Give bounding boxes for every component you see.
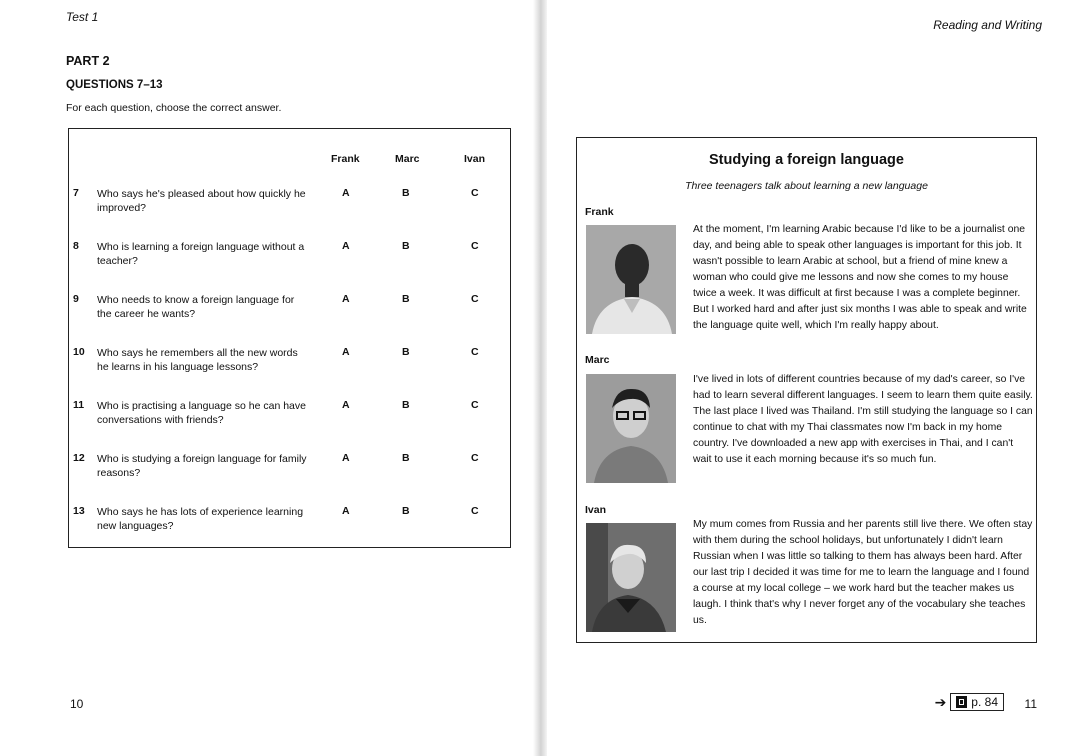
portrait-icon: [586, 225, 676, 334]
option-b[interactable]: B: [402, 452, 410, 464]
question-number: 12: [73, 452, 85, 464]
option-b[interactable]: B: [402, 187, 410, 199]
question-number: 10: [73, 346, 85, 358]
questions-heading: QUESTIONS 7–13: [66, 79, 163, 91]
question-row: [69, 452, 510, 500]
option-c[interactable]: C: [471, 346, 479, 358]
question-text: Who says he's pleased about how quickly he improved?: [97, 188, 306, 214]
arrow-right-icon: ➔: [934, 693, 947, 710]
question-number: 11: [73, 399, 85, 411]
option-b[interactable]: B: [402, 346, 410, 358]
running-head-right: Reading and Writing: [933, 18, 1042, 32]
option-a[interactable]: A: [342, 452, 350, 464]
option-a[interactable]: A: [342, 505, 350, 517]
question-row: [69, 346, 510, 394]
option-b[interactable]: B: [402, 240, 410, 252]
part-heading: PART 2: [66, 54, 110, 68]
marc-photo: [586, 374, 676, 483]
person-text-frank: At the moment, I'm learning Arabic because I'd like to be a journalist one day, and being able to speak other languages is important for this job. It wasn't possible to learn Arabic at school, but a friend of mine knew a woman who could give me lessons and now she comes to my house twice a week. It was difficult at first because I was a complete beginner. But I worked hard and after just six months I was able to speak and write the language quite well, which I'm really happy about.: [693, 224, 1027, 331]
person-name-marc: Marc: [585, 354, 610, 366]
ivan-photo: [586, 523, 676, 632]
book-icon: [956, 696, 967, 708]
option-c[interactable]: C: [471, 452, 479, 464]
page-number-left: 10: [70, 697, 84, 711]
option-a[interactable]: A: [342, 346, 350, 358]
question-text: Who is practising a language so he can have conversations with friends?: [97, 400, 306, 426]
column-header-ivan: Ivan: [464, 153, 486, 165]
option-b[interactable]: B: [402, 293, 410, 305]
left-page: [0, 0, 533, 756]
option-b[interactable]: B: [402, 505, 410, 517]
question-text: Who says he has lots of experience learning new languages?: [97, 506, 304, 532]
book-gutter: [533, 0, 547, 756]
column-header-frank: Frank: [331, 153, 360, 165]
reading-text-box: [576, 137, 1037, 643]
page-reference: p. 84: [971, 695, 998, 709]
question-number: 8: [73, 240, 79, 252]
text-subtitle: Three teenagers talk about learning a new language: [685, 180, 928, 192]
person-name-frank: Frank: [585, 206, 614, 218]
option-a[interactable]: A: [342, 187, 350, 199]
option-c[interactable]: C: [471, 187, 479, 199]
right-page: [547, 0, 1080, 756]
option-c[interactable]: C: [471, 240, 479, 252]
question-text: Who needs to know a foreign language for the career he wants?: [97, 294, 295, 320]
person-text-ivan: My mum comes from Russia and her parents still live there. We often stay with them during the school holidays, but unfortunately I didn't learn Russian when I was little so talking to them has always been hard. After our last trip I decided it was time for me to learn the language and I found a course at my local college – we work hard but the teacher makes us laugh. I think that's why I never forget any of the vocabulary she teaches us.: [693, 519, 1033, 626]
question-row: [69, 505, 510, 553]
question-text: Who is studying a foreign language for family reasons?: [97, 453, 307, 479]
question-text: Who says he remembers all the new words he learns in his language lessons?: [97, 347, 298, 373]
option-a[interactable]: A: [342, 399, 350, 411]
page-number-right: 11: [1024, 697, 1037, 711]
option-c[interactable]: C: [471, 505, 479, 517]
option-c[interactable]: C: [471, 293, 479, 305]
question-row: [69, 399, 510, 447]
option-a[interactable]: A: [342, 293, 350, 305]
portrait-icon: [586, 523, 676, 632]
person-text-marc: I've lived in lots of different countries because of my dad's career, so I've had to learn several different languages. I seem to learn them quite easily. The last place I lived was Thailand. I'm still studying the language so I can continue to chat with my Thai classmates now I'm back in my home country. I've downloaded a new app with exercises in Thai, and I can't wait to use it each morning because it's so much fun.: [693, 374, 1033, 465]
text-title: Studying a foreign language: [709, 152, 904, 168]
option-a[interactable]: A: [342, 240, 350, 252]
running-head-left: Test 1: [66, 10, 99, 24]
question-row: [69, 293, 510, 341]
portrait-icon: [586, 374, 676, 483]
column-header-marc: Marc: [395, 153, 420, 165]
frank-photo: [586, 225, 676, 334]
question-number: 7: [73, 187, 79, 199]
page-reference-box[interactable]: [950, 693, 1004, 711]
person-name-ivan: Ivan: [585, 504, 607, 516]
question-text: Who is learning a foreign language without a teacher?: [97, 241, 305, 267]
question-row: [69, 187, 510, 235]
questions-box: [68, 128, 511, 548]
instructions: For each question, choose the correct answer.: [66, 102, 282, 114]
question-number: 9: [73, 293, 79, 305]
question-number: 13: [73, 505, 85, 517]
option-b[interactable]: B: [402, 399, 410, 411]
question-row: [69, 240, 510, 288]
answer-reference[interactable]: [935, 693, 1004, 711]
option-c[interactable]: C: [471, 399, 479, 411]
